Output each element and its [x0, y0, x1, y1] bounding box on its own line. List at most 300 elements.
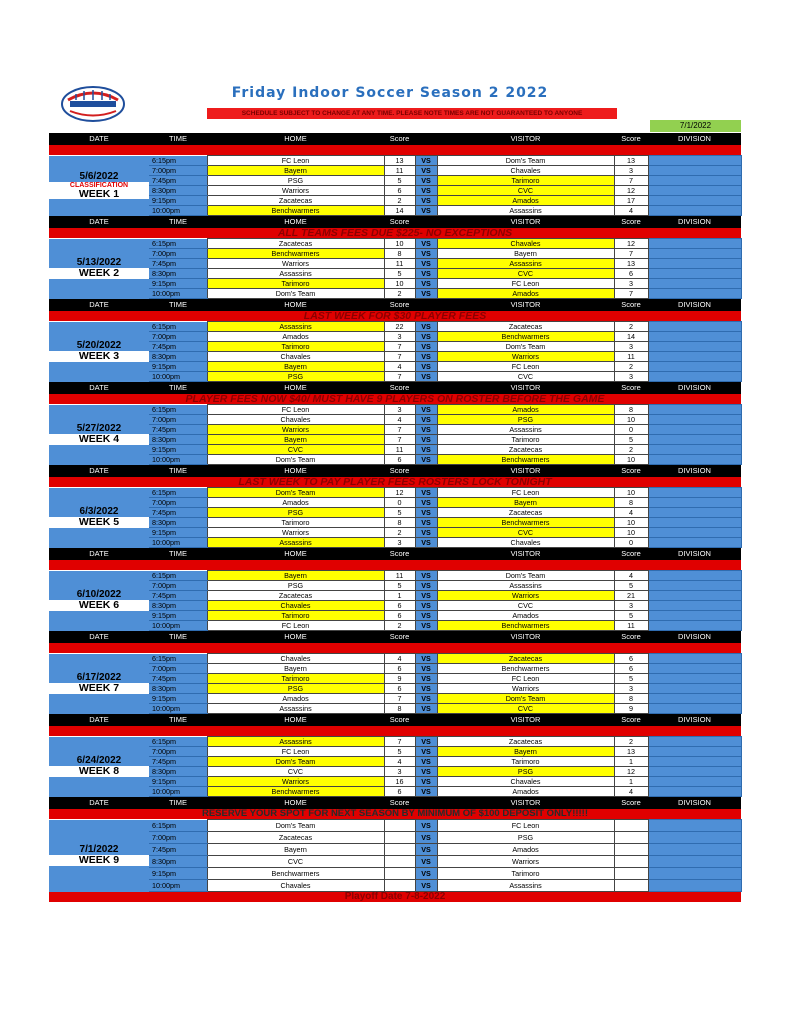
division-header: DIVISION — [648, 797, 741, 810]
game-row — [49, 415, 741, 425]
home-score — [384, 868, 415, 880]
score-header: Score — [384, 299, 415, 312]
vs-label: VS — [415, 538, 437, 548]
date-header: DATE — [49, 548, 149, 561]
home-header: HOME — [207, 631, 384, 644]
visitor-score: 2 — [614, 322, 648, 332]
home-score: 7 — [384, 737, 415, 747]
visitor-score: 10 — [614, 528, 648, 538]
visitor-score — [614, 820, 648, 832]
notice-band — [49, 726, 741, 737]
division-cell — [648, 820, 741, 832]
division-cell — [648, 674, 741, 684]
week-label: WEEK 1 — [49, 189, 149, 200]
score-header: Score — [614, 631, 648, 644]
vs-label: VS — [415, 757, 437, 767]
game-time: 10:00pm — [149, 880, 207, 892]
home-team: Chavales — [207, 352, 384, 362]
game-row — [49, 488, 741, 498]
visitor-team: Zacatecas — [437, 445, 614, 455]
home-score: 8 — [384, 249, 415, 259]
time-header: TIME — [149, 299, 207, 312]
band-text: Playoff Date 7-8-2022 — [49, 892, 741, 903]
notice-band — [49, 311, 741, 322]
home-score: 11 — [384, 571, 415, 581]
game-time: 10:00pm — [149, 704, 207, 714]
home-team: PSG — [207, 508, 384, 518]
game-row — [49, 249, 741, 259]
game-time: 9:15pm — [149, 445, 207, 455]
score-header: Score — [384, 465, 415, 478]
division-cell — [648, 249, 741, 259]
game-time: 8:30pm — [149, 352, 207, 362]
home-team: Tarimoro — [207, 279, 384, 289]
game-row — [49, 176, 741, 186]
home-score: 3 — [384, 405, 415, 415]
vs-label: VS — [415, 787, 437, 797]
home-score: 5 — [384, 581, 415, 591]
visitor-score: 6 — [614, 654, 648, 664]
band-text — [49, 726, 741, 737]
division-cell — [648, 445, 741, 455]
visitor-score — [614, 880, 648, 892]
header-spacer — [415, 216, 437, 229]
score-header: Score — [614, 548, 648, 561]
home-header: HOME — [207, 299, 384, 312]
home-score: 6 — [384, 601, 415, 611]
date-header: DATE — [49, 382, 149, 395]
game-row — [49, 747, 741, 757]
game-row — [49, 880, 741, 892]
visitor-score: 2 — [614, 362, 648, 372]
game-time: 7:45pm — [149, 844, 207, 856]
game-row — [49, 362, 741, 372]
division-cell — [648, 166, 741, 176]
home-team: Warriors — [207, 425, 384, 435]
vs-label: VS — [415, 694, 437, 704]
notice-band — [49, 892, 741, 903]
home-score: 2 — [384, 621, 415, 631]
notice-band — [49, 477, 741, 488]
header-row — [49, 299, 741, 312]
visitor-team: Assassins — [437, 581, 614, 591]
vs-label: VS — [415, 518, 437, 528]
header-spacer — [415, 797, 437, 810]
game-row — [49, 528, 741, 538]
visitor-team: Assassins — [437, 425, 614, 435]
page-title: Friday Indoor Soccer Season 2 2022 — [231, 85, 549, 101]
home-header: HOME — [207, 382, 384, 395]
visitor-score: 3 — [614, 342, 648, 352]
schedule-table — [49, 133, 742, 902]
visitor-team: Chavales — [437, 239, 614, 249]
division-cell — [648, 684, 741, 694]
time-header: TIME — [149, 133, 207, 145]
home-header: HOME — [207, 133, 384, 145]
band-text: PLAYER FEES NOW $40/ MUST HAVE 9 PLAYERS ON ROSTER BEFORE THE GAME — [49, 394, 741, 405]
game-row — [49, 777, 741, 787]
visitor-score: 5 — [614, 581, 648, 591]
division-cell — [648, 757, 741, 767]
game-time: 7:45pm — [149, 674, 207, 684]
visitor-team: Warriors — [437, 352, 614, 362]
game-time: 9:15pm — [149, 868, 207, 880]
division-cell — [648, 455, 741, 465]
home-score: 4 — [384, 757, 415, 767]
game-row — [49, 571, 741, 581]
header-row — [49, 133, 741, 145]
band-text — [49, 560, 741, 571]
time-header: TIME — [149, 465, 207, 478]
vs-label: VS — [415, 488, 437, 498]
visitor-team: Amados — [437, 289, 614, 299]
home-team: Benchwarmers — [207, 249, 384, 259]
game-row — [49, 611, 741, 621]
division-cell — [648, 372, 741, 382]
header-row — [49, 797, 741, 810]
home-score: 6 — [384, 455, 415, 465]
home-score: 5 — [384, 747, 415, 757]
home-score: 7 — [384, 694, 415, 704]
home-team: Chavales — [207, 415, 384, 425]
vs-label: VS — [415, 176, 437, 186]
league-logo — [60, 84, 126, 124]
home-score: 7 — [384, 352, 415, 362]
home-team: PSG — [207, 684, 384, 694]
division-cell — [648, 322, 741, 332]
vs-label: VS — [415, 777, 437, 787]
game-time: 6:15pm — [149, 239, 207, 249]
game-row — [49, 868, 741, 880]
header-spacer — [415, 133, 437, 145]
updated-date: 7/1/2022 — [650, 120, 741, 132]
division-cell — [648, 156, 741, 166]
home-team: Benchwarmers — [207, 787, 384, 797]
visitor-team: FC Leon — [437, 279, 614, 289]
division-header: DIVISION — [648, 133, 741, 145]
header-spacer — [415, 714, 437, 727]
game-row — [49, 856, 741, 868]
visitor-team: Dom's Team — [437, 571, 614, 581]
date-header: DATE — [49, 216, 149, 229]
score-header: Score — [384, 797, 415, 810]
game-row — [49, 332, 741, 342]
game-time: 7:45pm — [149, 259, 207, 269]
score-header: Score — [614, 133, 648, 145]
week-label: WEEK 3 — [49, 351, 149, 362]
game-time: 7:45pm — [149, 508, 207, 518]
home-team: Assassins — [207, 737, 384, 747]
game-row — [49, 621, 741, 631]
visitor-score: 10 — [614, 455, 648, 465]
visitor-team: FC Leon — [437, 674, 614, 684]
game-row — [49, 664, 741, 674]
visitor-team: Benchwarmers — [437, 518, 614, 528]
home-team: Bayern — [207, 435, 384, 445]
week-cell — [49, 654, 149, 714]
date-header: DATE — [49, 299, 149, 312]
home-team: CVC — [207, 856, 384, 868]
game-time: 6:15pm — [149, 405, 207, 415]
division-cell — [648, 747, 741, 757]
game-row — [49, 239, 741, 249]
home-team: Dom's Team — [207, 455, 384, 465]
game-row — [49, 704, 741, 714]
home-score: 14 — [384, 206, 415, 216]
week-date: 5/27/2022 — [76, 423, 122, 435]
home-score: 6 — [384, 684, 415, 694]
vs-label: VS — [415, 362, 437, 372]
score-header: Score — [384, 631, 415, 644]
visitor-header: VISITOR — [437, 631, 614, 644]
game-time: 10:00pm — [149, 621, 207, 631]
visitor-team: Warriors — [437, 684, 614, 694]
vs-label: VS — [415, 844, 437, 856]
visitor-team: Dom's Team — [437, 156, 614, 166]
division-cell — [648, 880, 741, 892]
division-cell — [648, 704, 741, 714]
score-header: Score — [614, 714, 648, 727]
division-cell — [648, 621, 741, 631]
game-row — [49, 684, 741, 694]
visitor-team: CVC — [437, 186, 614, 196]
game-time: 9:15pm — [149, 777, 207, 787]
visitor-score: 21 — [614, 591, 648, 601]
visitor-team: Assassins — [437, 880, 614, 892]
notice-band — [49, 394, 741, 405]
vs-label: VS — [415, 591, 437, 601]
score-header: Score — [614, 382, 648, 395]
visitor-score: 4 — [614, 571, 648, 581]
home-score: 5 — [384, 508, 415, 518]
band-text — [49, 643, 741, 654]
game-time: 6:15pm — [149, 820, 207, 832]
visitor-score: 13 — [614, 259, 648, 269]
band-text: RESERVE YOUR SPOT FOR NEXT SEASON BY MINIMUM OF $100 DEPOSIT ONLY!!!!! — [49, 809, 741, 820]
visitor-header: VISITOR — [437, 133, 614, 145]
vs-label: VS — [415, 571, 437, 581]
home-score: 2 — [384, 196, 415, 206]
game-time: 7:00pm — [149, 581, 207, 591]
home-team: Assassins — [207, 322, 384, 332]
visitor-score: 3 — [614, 372, 648, 382]
game-row — [49, 654, 741, 664]
visitor-team: Amados — [437, 196, 614, 206]
header-row — [49, 216, 741, 229]
home-team: PSG — [207, 581, 384, 591]
home-team: Tarimoro — [207, 518, 384, 528]
game-time: 7:00pm — [149, 498, 207, 508]
week-date: 5/20/2022 — [76, 340, 122, 352]
home-team: Bayern — [207, 571, 384, 581]
score-header: Score — [614, 216, 648, 229]
game-row — [49, 372, 741, 382]
vs-label: VS — [415, 322, 437, 332]
vs-label: VS — [415, 186, 437, 196]
home-team: Zacatecas — [207, 591, 384, 601]
band-text — [49, 145, 741, 156]
vs-label: VS — [415, 445, 437, 455]
vs-label: VS — [415, 352, 437, 362]
visitor-score: 8 — [614, 405, 648, 415]
vs-label: VS — [415, 747, 437, 757]
game-time: 9:15pm — [149, 362, 207, 372]
division-cell — [648, 352, 741, 362]
home-team: Assassins — [207, 704, 384, 714]
visitor-team: Tarimoro — [437, 757, 614, 767]
week-cell — [49, 322, 149, 382]
home-score — [384, 832, 415, 844]
game-row — [49, 269, 741, 279]
visitor-score: 6 — [614, 664, 648, 674]
division-cell — [648, 362, 741, 372]
header-row — [49, 631, 741, 644]
vs-label: VS — [415, 832, 437, 844]
game-time: 7:00pm — [149, 166, 207, 176]
visitor-team: CVC — [437, 601, 614, 611]
vs-label: VS — [415, 206, 437, 216]
visitor-score: 7 — [614, 249, 648, 259]
time-header: TIME — [149, 631, 207, 644]
visitor-score: 10 — [614, 415, 648, 425]
date-header: DATE — [49, 465, 149, 478]
visitor-header: VISITOR — [437, 382, 614, 395]
visitor-team: Zacatecas — [437, 508, 614, 518]
vs-label: VS — [415, 156, 437, 166]
vs-label: VS — [415, 737, 437, 747]
game-row — [49, 601, 741, 611]
visitor-team: Tarimoro — [437, 176, 614, 186]
division-cell — [648, 176, 741, 186]
vs-label: VS — [415, 528, 437, 538]
home-team: Dom's Team — [207, 757, 384, 767]
visitor-score: 3 — [614, 279, 648, 289]
home-header: HOME — [207, 797, 384, 810]
week-cell — [49, 820, 149, 892]
game-time: 6:15pm — [149, 737, 207, 747]
vs-label: VS — [415, 664, 437, 674]
home-team: Tarimoro — [207, 674, 384, 684]
division-header: DIVISION — [648, 382, 741, 395]
visitor-team: CVC — [437, 269, 614, 279]
home-score: 12 — [384, 488, 415, 498]
home-score: 7 — [384, 425, 415, 435]
game-time: 7:45pm — [149, 176, 207, 186]
visitor-team: Bayern — [437, 498, 614, 508]
visitor-score: 12 — [614, 239, 648, 249]
division-cell — [648, 269, 741, 279]
game-row — [49, 737, 741, 747]
visitor-score: 7 — [614, 176, 648, 186]
visitor-team: Tarimoro — [437, 868, 614, 880]
time-header: TIME — [149, 714, 207, 727]
header-row — [49, 382, 741, 395]
game-row — [49, 674, 741, 684]
game-time: 10:00pm — [149, 538, 207, 548]
home-score: 8 — [384, 518, 415, 528]
home-team: FC Leon — [207, 621, 384, 631]
vs-label: VS — [415, 166, 437, 176]
header-spacer — [415, 465, 437, 478]
home-team: PSG — [207, 176, 384, 186]
game-row — [49, 518, 741, 528]
home-team: Chavales — [207, 880, 384, 892]
division-header: DIVISION — [648, 548, 741, 561]
visitor-score: 0 — [614, 425, 648, 435]
vs-label: VS — [415, 455, 437, 465]
home-score: 9 — [384, 674, 415, 684]
week-cell — [49, 571, 149, 631]
visitor-score: 7 — [614, 289, 648, 299]
home-team: Benchwarmers — [207, 868, 384, 880]
game-row — [49, 206, 741, 216]
game-time: 9:15pm — [149, 279, 207, 289]
date-header: DATE — [49, 631, 149, 644]
visitor-team: Benchwarmers — [437, 664, 614, 674]
vs-label: VS — [415, 581, 437, 591]
week-date: 6/24/2022 — [76, 755, 122, 767]
visitor-score: 11 — [614, 352, 648, 362]
vs-label: VS — [415, 674, 437, 684]
home-score: 11 — [384, 445, 415, 455]
division-header: DIVISION — [648, 216, 741, 229]
game-time: 8:30pm — [149, 186, 207, 196]
division-cell — [648, 425, 741, 435]
game-time: 6:15pm — [149, 571, 207, 581]
visitor-score: 1 — [614, 777, 648, 787]
division-cell — [648, 654, 741, 664]
visitor-score: 11 — [614, 621, 648, 631]
division-cell — [648, 844, 741, 856]
header-spacer — [415, 548, 437, 561]
game-row — [49, 435, 741, 445]
home-score: 4 — [384, 362, 415, 372]
game-time: 10:00pm — [149, 455, 207, 465]
visitor-team: Dom's Team — [437, 342, 614, 352]
home-score — [384, 856, 415, 868]
time-header: TIME — [149, 797, 207, 810]
week-label: WEEK 4 — [49, 434, 149, 445]
game-time: 7:45pm — [149, 342, 207, 352]
home-header: HOME — [207, 714, 384, 727]
vs-label: VS — [415, 435, 437, 445]
visitor-team: FC Leon — [437, 488, 614, 498]
division-cell — [648, 528, 741, 538]
visitor-score: 10 — [614, 518, 648, 528]
notice-band — [49, 809, 741, 820]
division-cell — [648, 186, 741, 196]
score-header: Score — [384, 382, 415, 395]
game-time: 10:00pm — [149, 206, 207, 216]
header-spacer — [415, 299, 437, 312]
visitor-team: Warriors — [437, 856, 614, 868]
game-time: 7:45pm — [149, 757, 207, 767]
home-score: 5 — [384, 269, 415, 279]
game-time: 8:30pm — [149, 518, 207, 528]
game-row — [49, 425, 741, 435]
vs-label: VS — [415, 196, 437, 206]
home-score: 0 — [384, 498, 415, 508]
home-score: 2 — [384, 528, 415, 538]
vs-label: VS — [415, 654, 437, 664]
band-text: LAST WEEK TO PAY PLAYER FEES ROSTERS LOCK TONIGHT — [49, 477, 741, 488]
home-team: Dom's Team — [207, 488, 384, 498]
home-team: Tarimoro — [207, 611, 384, 621]
visitor-team: Chavales — [437, 166, 614, 176]
home-team: Chavales — [207, 654, 384, 664]
home-team: Warriors — [207, 186, 384, 196]
vs-label: VS — [415, 684, 437, 694]
